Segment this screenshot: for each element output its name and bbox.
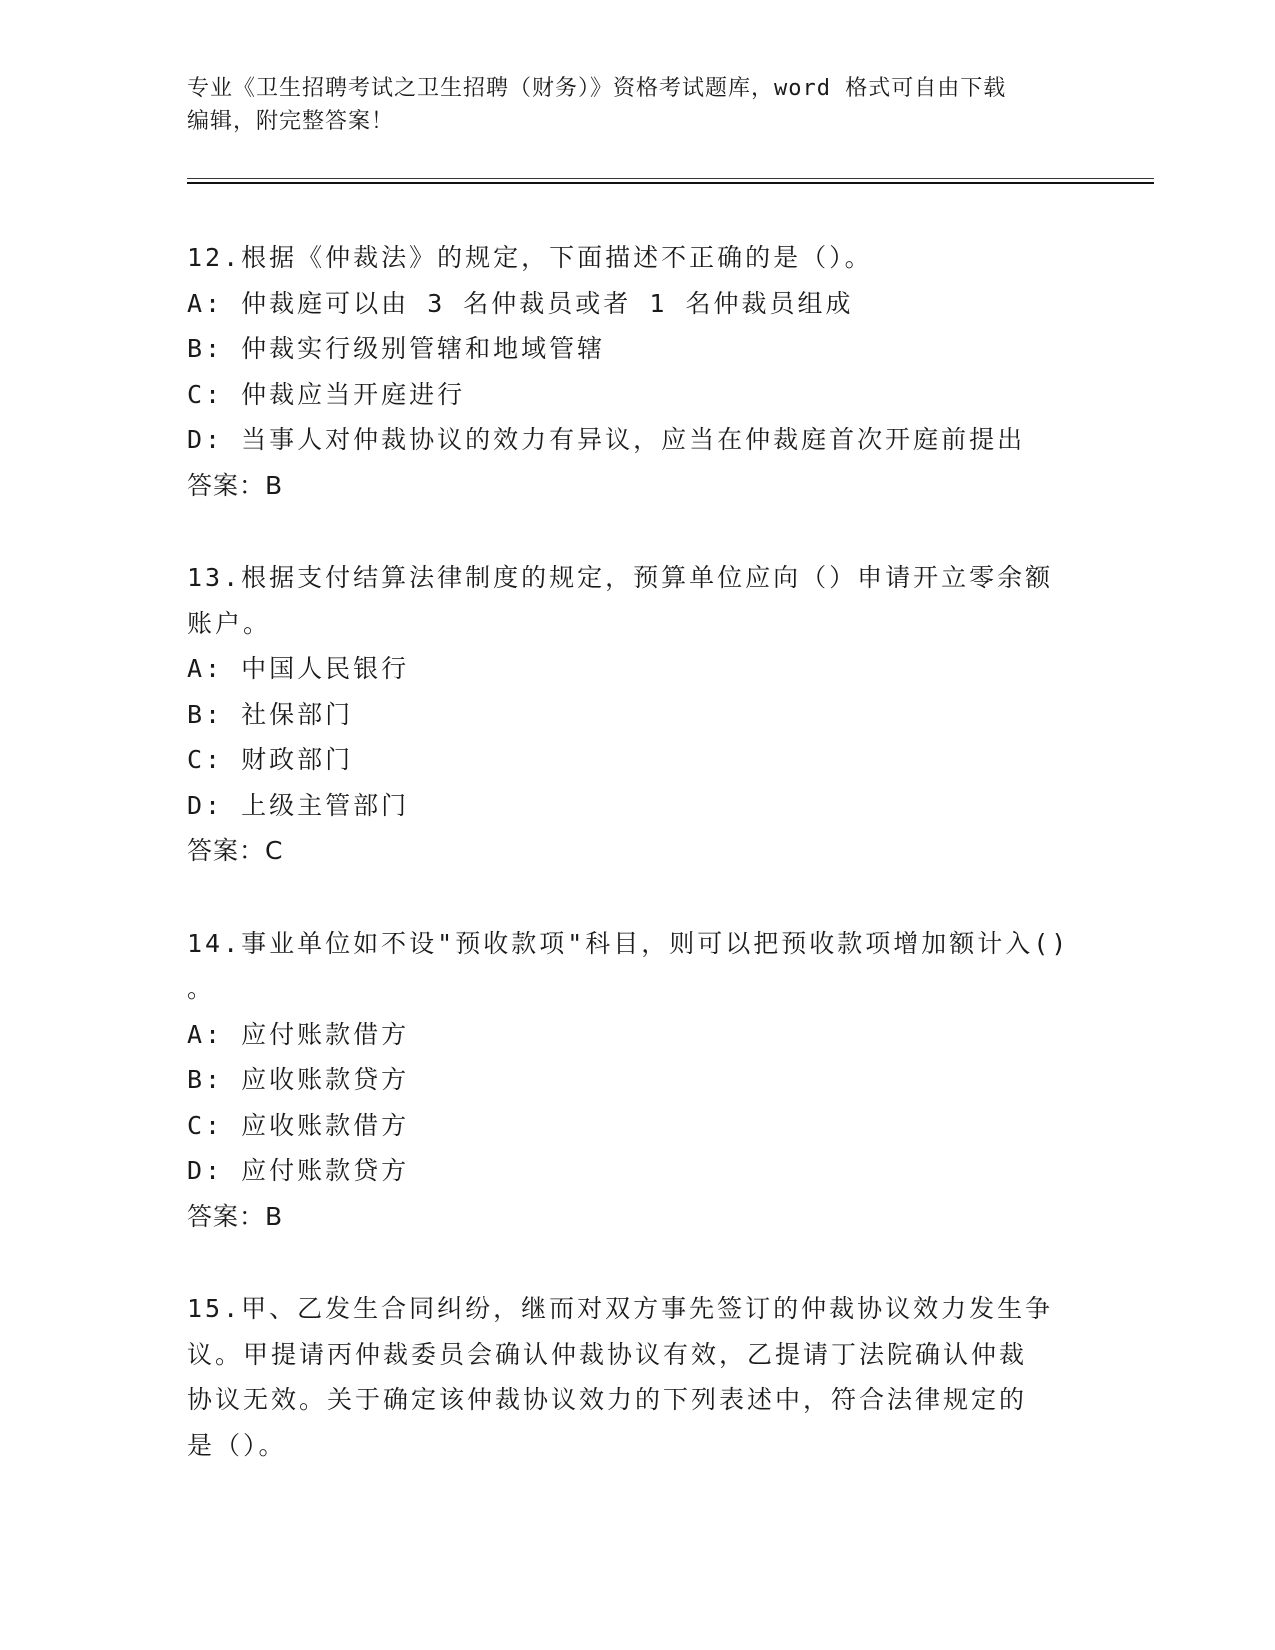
header-line-1: 专业《卫生招聘考试之卫生招聘（财务）》资格考试题库，word 格式可自由下载 (187, 76, 1007, 101)
document-header (187, 72, 1087, 138)
spacer (187, 874, 1087, 921)
option-d: D: 应付账款贷方 (187, 1156, 410, 1185)
header-divider-thin (187, 178, 1154, 179)
header-line-2: 编辑，附完整答案！ (187, 109, 395, 134)
option-c: C: 仲裁应当开庭进行 (187, 379, 466, 409)
option-a: A: 仲裁庭可以由 3 名仲裁员或者 1 名仲裁员组成 (187, 288, 854, 318)
question-list (187, 235, 1087, 1468)
option-d: D: 上级主管部门 (187, 790, 410, 820)
option-b: B: 应收账款贷方 (187, 1065, 410, 1094)
spacer (187, 1239, 1087, 1286)
option-b: B: 社保部门 (187, 699, 354, 729)
spacer (187, 508, 1087, 555)
option-d: D: 当事人对仲裁协议的效力有异议，应当在仲裁庭首次开庭前提出 (187, 425, 1026, 454)
question-stem-cont: 。 (187, 974, 216, 1003)
question-13 (187, 555, 1087, 874)
option-c: C: 应收账款借方 (187, 1110, 410, 1140)
answer: 答案：C (187, 836, 284, 865)
answer: 答案：B (187, 470, 284, 500)
question-stem: 12.根据《仲裁法》的规定，下面描述不正确的是（）。 (187, 243, 873, 272)
question-stem-cont: 协议无效。关于确定该仲裁协议效力的下列表述中，符合法律规定的 (187, 1385, 1028, 1414)
option-a: A: 应付账款借方 (187, 1019, 410, 1049)
header-divider-thick (187, 182, 1154, 184)
question-15 (187, 1286, 1087, 1468)
question-stem: 15.甲、乙发生合同纠纷，继而对双方事先签订的仲裁协议效力发生争 (187, 1294, 1054, 1323)
question-stem-cont: 议。甲提请丙仲裁委员会确认仲裁协议有效，乙提请丁法院确认仲裁 (187, 1339, 1028, 1369)
option-b: B: 仲裁实行级别管辖和地域管辖 (187, 334, 606, 363)
option-a: A: 中国人民银行 (187, 654, 410, 683)
answer: 答案：B (187, 1201, 284, 1231)
option-c: C: 财政部门 (187, 745, 354, 774)
question-stem-cont: 是（）。 (187, 1430, 287, 1460)
question-stem: 14.事业单位如不设"预收款项"科目，则可以把预收款项增加额计入() (187, 928, 1070, 958)
question-14 (187, 921, 1087, 1240)
question-stem: 13.根据支付结算法律制度的规定，预算单位应向（）申请开立零余额 (187, 563, 1054, 592)
question-stem-cont: 账户。 (187, 608, 272, 638)
question-12 (187, 235, 1087, 508)
